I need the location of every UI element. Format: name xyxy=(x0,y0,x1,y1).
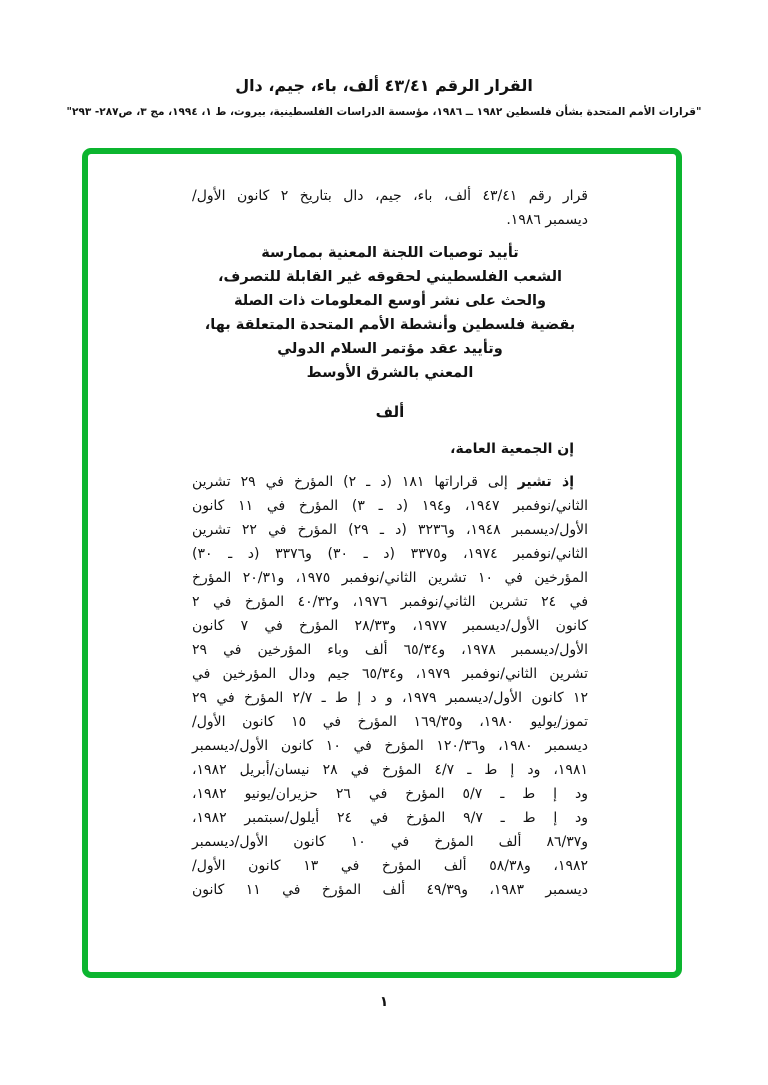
body-line: ديسمبر ١٩٨٠، و١٢٠/٣٦ المؤرخ في ١٠ كانون الأول/ديسمبر xyxy=(192,738,588,754)
heading-line: المعني بالشرق الأوسط xyxy=(306,365,474,381)
body-line: تشرين الثاني/نوفمبر ١٩٧٩، و٦٥/٣٤ جيم ودال المؤرخين في xyxy=(192,666,588,682)
page-number: ١ xyxy=(379,994,389,1010)
resolution-text-column xyxy=(192,184,588,902)
resolution-intro xyxy=(192,184,588,232)
resolution-body xyxy=(192,470,588,902)
body-lead: إذ تشير xyxy=(517,474,574,490)
body-line: و٨٦/٣٧ ألف المؤرخ في ١٠ كانون الأول/ديسمبر xyxy=(192,834,588,850)
body-line xyxy=(192,470,588,494)
body-line: الثاني/نوفمبر ١٩٧٤، و٣٣٧٥ (د ـ ٣٠) و٣٣٧٦ (د ـ ٣٠) xyxy=(192,546,588,562)
body-line: ود إ ط ـ ٥/٧ المؤرخ في ٢٦ حزيران/يونيو ١٩٨٢، xyxy=(192,786,588,802)
body-line: المؤرخين في ١٠ تشرين الثاني/نوفمبر ١٩٧٥، و٢٠/٣١ المؤرخ xyxy=(192,570,588,586)
body-line: ديسمبر ١٩٨٣، و٤٩/٣٩ ألف المؤرخ في ١١ كانون xyxy=(192,882,589,898)
source-citation: "قرارات الأمم المتحدة بشأن فلسطين ١٩٨٢ ــ ١٩٨٦، مؤسسة الدراسات الفلسطينية، بيروت، ط ١، ١٩٩٤، مج ٣، ص٢٨٧- ٢٩٣" xyxy=(66,106,702,118)
resolution-heading xyxy=(192,241,588,385)
intro-line: قرار رقم ٤٣/٤١ ألف، باء، جيم، دال بتاريخ ٢ كانون الأول/ xyxy=(192,188,588,204)
body-line: في ٢٤ تشرين الثاني/نوفمبر ١٩٧٦، و٤٠/٣٢ المؤرخ في ٢ xyxy=(192,594,589,610)
body-line-text: إلى قراراتها ١٨١ (د ـ ٢) المؤرخ في ٢٩ تشرين xyxy=(192,474,508,490)
page-title: القرار الرقم ٤٣/٤١ ألف، باء، جيم، دال xyxy=(235,76,533,95)
heading-line: بقضية فلسطين وأنشطة الأمم المتحدة المتعلقة بها، xyxy=(204,317,576,333)
heading-line: وتأييد عقد مؤتمر السلام الدولي xyxy=(277,341,503,357)
body-line: ١٩٨١، ود إ ط ـ ٤/٧ المؤرخ في ٢٨ نيسان/أبريل ١٩٨٢، xyxy=(192,762,588,778)
preamble-lead: إن الجمعية العامة، xyxy=(450,441,574,457)
body-line: ود إ ط ـ ٩/٧ المؤرخ في ٢٤ أيلول/سبتمبر ١٩٨٢، xyxy=(192,810,589,826)
intro-line: ديسمبر ١٩٨٦. xyxy=(506,212,588,228)
body-line: ١٢ كانون الأول/ديسمبر ١٩٧٩، و د إ ط ـ ٢/٧ المؤرخ في ٢٩ xyxy=(192,690,588,706)
body-line: تموز/يوليو ١٩٨٠، و١٦٩/٣٥ المؤرخ في ١٥ كانون الأول/ xyxy=(192,714,588,730)
heading-line: تأييد توصيات اللجنة المعنية بممارسة xyxy=(261,245,519,261)
body-line: الثاني/نوفمبر ١٩٤٧، و١٩٤ (د ـ ٣) المؤرخ في ١١ كانون xyxy=(192,498,588,514)
body-line: الأول/ديسمبر ١٩٧٨، و٦٥/٣٤ ألف وباء المؤرخين في ٢٩ xyxy=(192,642,588,658)
heading-line: والحث على نشر أوسع المعلومات ذات الصلة xyxy=(233,293,547,309)
section-letter: ألف xyxy=(375,403,405,421)
body-line: كانون الأول/ديسمبر ١٩٧٧، و٢٨/٣٣ المؤرخ في ٧ كانون xyxy=(192,618,589,634)
body-line: الأول/ديسمبر ١٩٤٨، و٣٢٣٦ (د ـ ٢٩) المؤرخ في ٢٢ تشرين xyxy=(192,522,588,538)
body-line: ١٩٨٢، و٥٨/٣٨ ألف المؤرخ في ١٣ كانون الأول/ xyxy=(192,858,589,874)
heading-line: الشعب الفلسطيني لحقوقه غير القابلة للتصرف، xyxy=(217,269,563,285)
